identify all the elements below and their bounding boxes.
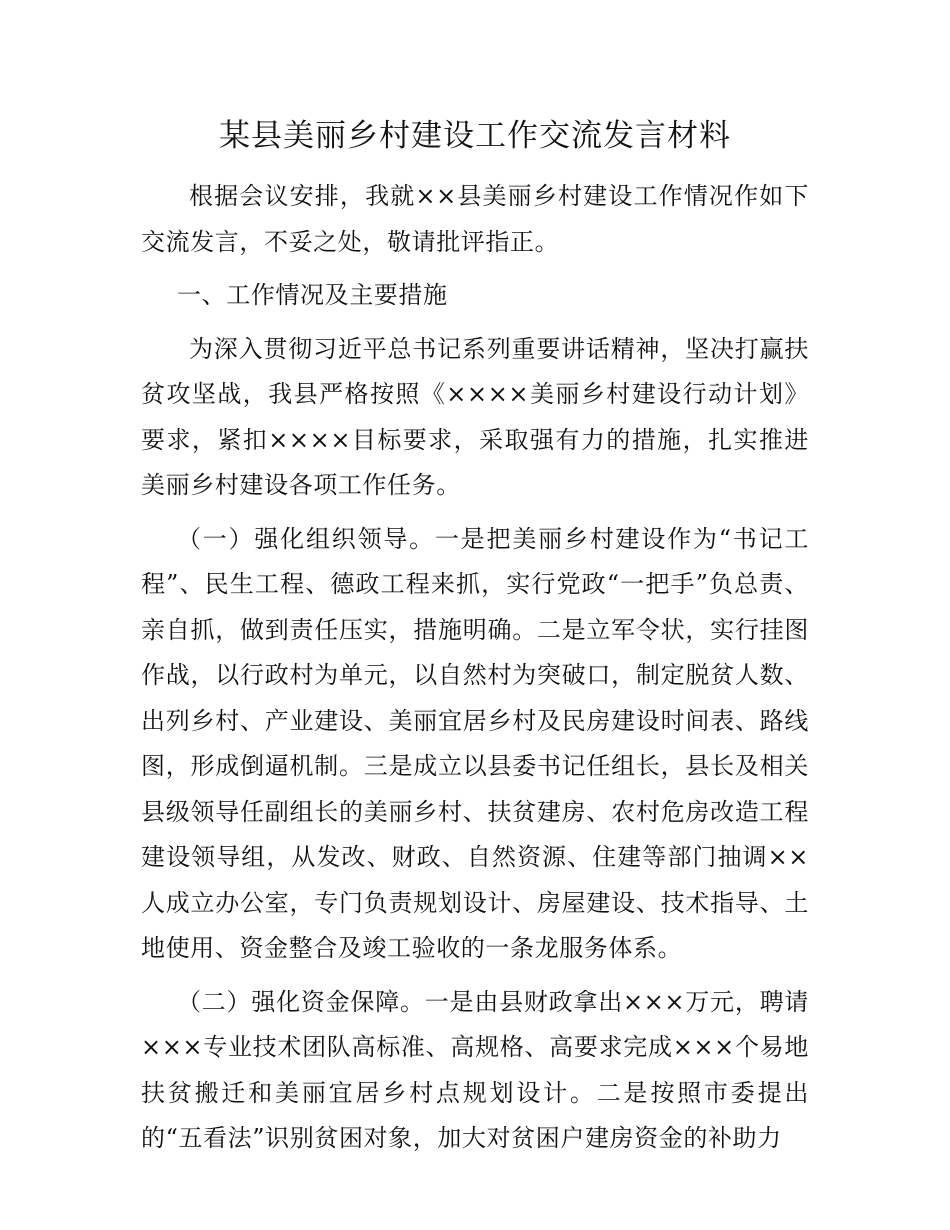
document-page [141, 112, 809, 1170]
section-heading: 一、工作情况及主要措施 [177, 281, 448, 309]
intro-paragraph: 根据会议安排，我就××县美丽乡村建设工作情况作如下交流发言，不妥之处，敬请批评指正。 [141, 182, 809, 256]
section-body-paragraph: 为深入贯彻习近平总书记系列重要讲话精神，坚决打赢扶贫攻坚战，我县严格按照《××××美丽乡村建设行动计划》要求，紧扣××××目标要求，采取强有力的措施，扎实推进美丽乡村建设各项工作任务。 [141, 334, 809, 499]
item-organization-paragraph: （一）强化组织领导。一是把美丽乡村建设作为“书记工程”、民生工程、德政工程来抓，实行党政“一把手”负总责、亲自抓，做到责任压实，措施明确。二是立军令状，实行挂图作战，以行政村为单元，以自然村为突破口，制定脱贫人数、出列乡村、产业建设、美丽宜居乡村及民房建设时间表、路线图，形成倒逼机制。三是成立以县委书记任组长，县长及相关县级领导任副组长的美丽乡村、扶贫建房、农村危房改造工程建设领导组，从发改、财政、自然资源、住建等部门抽调××人成立办公室，专门负责规划设计、房屋建设、技术指导、土地使用、资金整合及竣工验收的一条龙服务体系。 [141, 524, 809, 962]
document-title: 某县美丽乡村建设工作交流发言材料 [219, 118, 731, 154]
item-funding-paragraph: （二）强化资金保障。一是由县财政拿出×××万元，聘请×××专业技术团队高标准、高规格、高要求完成×××个易地扶贫搬迁和美丽宜居乡村点规划设计。二是按照市委提出的“五看法”识别贫困对象，加大对贫困户建房资金的补助力 [141, 987, 809, 1152]
